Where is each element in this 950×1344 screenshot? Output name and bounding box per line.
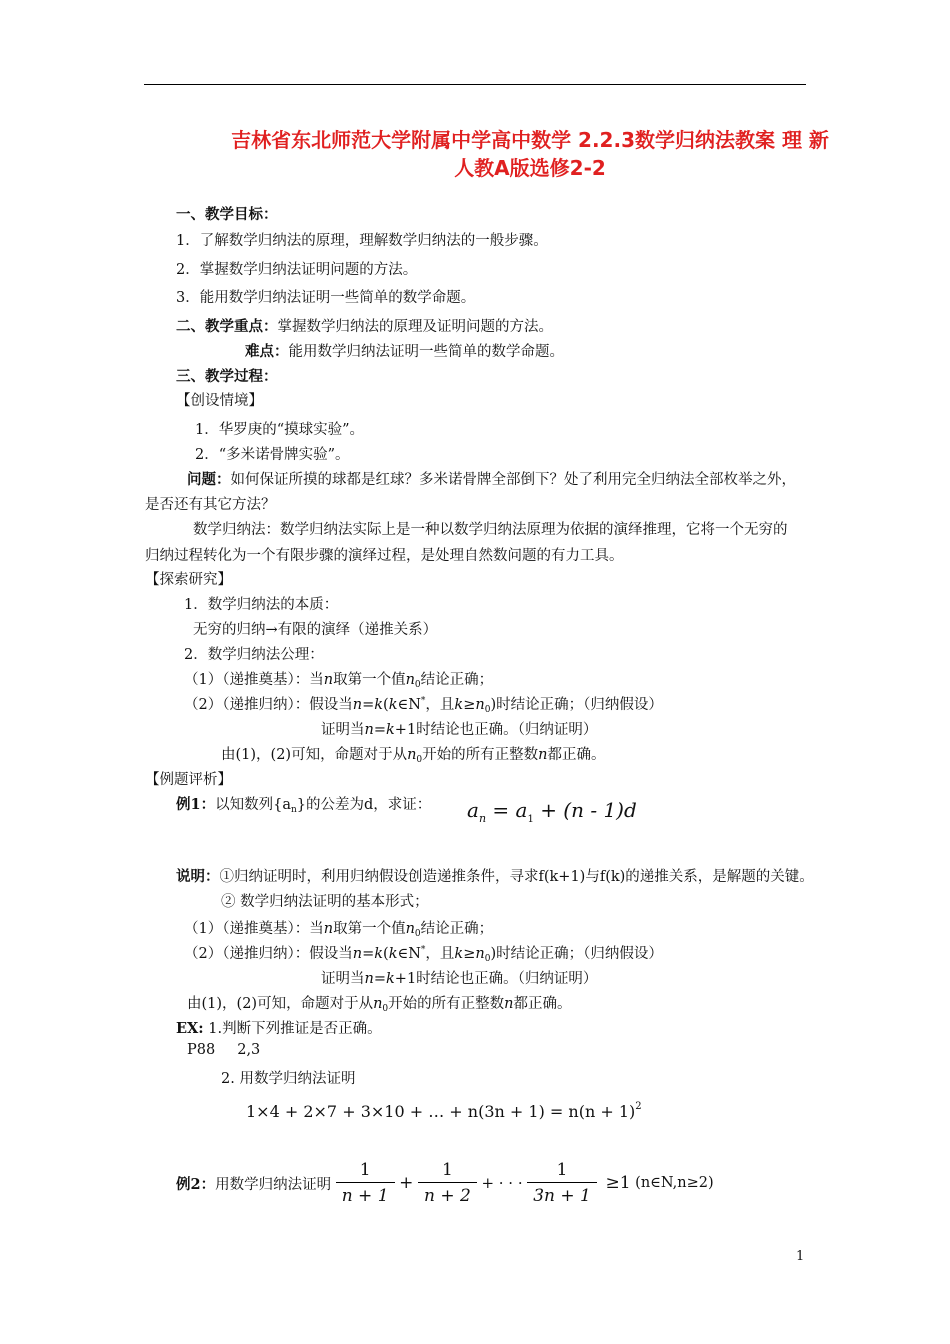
scenario-item: 1．华罗庚的“摸球实验”。 [195, 422, 365, 438]
form-step2b: 证明当n=k+1时结论也正确。（归纳证明） [321, 971, 598, 987]
page-number: 1 [796, 1249, 805, 1264]
examples-heading: 【例题评析】 [145, 772, 232, 788]
note-line1: 说明：①归纳证明时，利用归纳假设创造递推条件，寻求f(k+1)与f(k)的递推关系，是解题的关键。 [176, 868, 814, 885]
axiom-step2b: 证明当n=k+1时结论也正确。（归纳证明） [321, 722, 598, 738]
example2: 例2：用数学归纳法证明 $\frac{1}{n + 1}$ + $\frac{1}{n + 2}$ + · · · $\frac{1}{3n + 1}$ ≥1 (n∈N,n≥2) [176, 1160, 714, 1206]
keypoint-text: 掌握数学归纳法的原理及证明问题的方法。 [277, 319, 553, 335]
example2-label: 例2： [176, 1175, 216, 1193]
scenario-heading: 【创设情境】 [176, 393, 263, 409]
document-title-line1: 吉林省东北师范大学附属中学高中数学 2.2.3数学归纳法教案 理 新 [231, 128, 829, 152]
example1: 例1：以知数列$\{a_n\}$的公差为d，求证： [176, 796, 432, 815]
scenario-item: 2．“多米诺骨牌实验”。 [195, 447, 350, 463]
objective-item: 3．能用数学归纳法证明一些简单的数学命题。 [176, 290, 476, 306]
induction-definition-line2: 归纳过程转化为一个有限步骤的演绎过程，是处理自然数问题的有力工具。 [145, 548, 624, 564]
exercise-ref: P88 2,3 [187, 1042, 261, 1058]
form-conclusion: 由(1)，(2)可知，命题对于从$n_0$开始的所有正整数n都正确。 [187, 996, 572, 1014]
header-rule [144, 84, 806, 85]
question-line [187, 468, 796, 489]
question-line-2: 是否还有其它方法？ [145, 497, 276, 513]
keypoint-heading: 二、教学重点： [176, 318, 278, 335]
process-heading: 三、教学过程： [176, 368, 278, 385]
exercise-label: EX: [176, 1020, 204, 1037]
axiom-step2: （2）（递推归纳）：假设当n=k(k∈N*，且$k\ge n_0$)时结论正确；（归纳假设） [184, 696, 663, 715]
note-line2: ② 数学归纳法证明的基本形式； [221, 894, 429, 910]
axiom-step1: （1）（递推奠基）：当n取第一个值$n_0$结论正确； [184, 672, 494, 690]
question-text: 如何保证所摸的球都是红球？多米诺骨牌全部倒下？处了利用完全归纳法全部枚举之外， [230, 472, 796, 488]
document-title-line2: 人教A版选修2-2 [454, 156, 606, 180]
axiom-conclusion: 由(1)，(2)可知，命题对于从$n_0$开始的所有正整数n都正确。 [221, 747, 606, 765]
fraction: $\frac{1}{n + 1}$ [336, 1160, 395, 1206]
essence-text: 无穷的归纳→有限的演绎（递推关系） [193, 622, 438, 638]
example1-label: 例1： [176, 796, 216, 813]
keypoint-line [176, 315, 553, 336]
essence-title: 1．数学归纳法的本质： [184, 597, 339, 613]
difficulty-text: 能用数学归纳法证明一些简单的数学命题。 [288, 344, 564, 360]
fraction: $\frac{1}{3n + 1}$ [527, 1160, 597, 1206]
example1-formula: $a_n = a_1 + (n - 1)d$ [467, 798, 637, 825]
objective-item: 1．了解数学归纳法的原理，理解数学归纳法的一般步骤。 [176, 233, 548, 249]
note-label: 说明： [176, 868, 220, 885]
explore-heading: 【探索研究】 [145, 572, 232, 588]
form-step2: （2）（递推归纳）：假设当n=k(k∈N*，且$k\ge n_0$)时结论正确；（归纳假设） [184, 945, 663, 964]
objective-item: 2．掌握数学归纳法证明问题的方法。 [176, 262, 418, 278]
exercise-line: EX: 1.判断下列推证是否正确。 [176, 1020, 382, 1037]
objectives-heading: 一、教学目标： [176, 206, 278, 223]
difficulty-line [245, 340, 564, 361]
difficulty-label: 难点： [245, 343, 289, 360]
exercise-formula: 1×4 + 2×7 + 3×10 + … + $n(3n + 1) = n(n + 1)^2$ [246, 1101, 642, 1121]
induction-definition-line1: 数学归纳法：数学归纳法实际上是一种以数学归纳法原理为依据的演绎推理，它将一个无穷的 [193, 522, 788, 538]
axiom-title: 2．数学归纳法公理： [184, 647, 324, 663]
question-label: 问题： [187, 471, 231, 488]
form-step1: （1）（递推奠基）：当n取第一个值$n_0$结论正确； [184, 921, 494, 939]
fraction: $\frac{1}{n + 2}$ [418, 1160, 477, 1206]
exercise-item2: 2. 用数学归纳法证明 [221, 1071, 356, 1087]
